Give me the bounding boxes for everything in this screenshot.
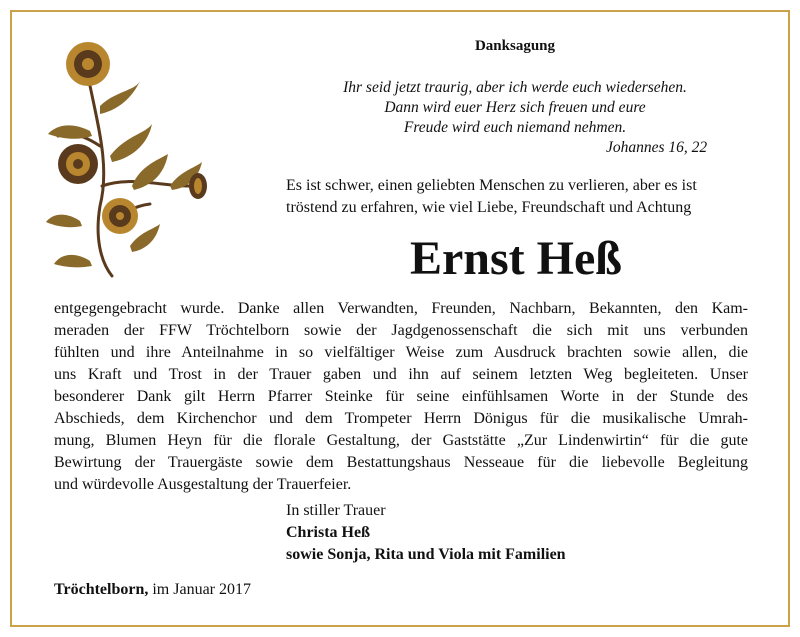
intro-text <box>286 175 746 219</box>
rose-ornament-icon <box>40 36 220 284</box>
body-line: meraden der FFW Tröchtelborn sowie der Jagdgenossenschaft die sich mit uns verbunden <box>54 322 748 339</box>
body-text <box>54 298 748 496</box>
verse-line: Dann wird euer Herz sich freuen und eure <box>384 99 646 116</box>
verse-line: Ihr seid jetzt traurig, aber ich werde euch wiedersehen. <box>343 79 687 96</box>
page-title: Danksagung <box>474 38 556 54</box>
signature-family: sowie Sonja, Rita und Viola mit Familien <box>286 546 566 563</box>
verse-reference: Johannes 16, 22 <box>606 139 708 156</box>
verse-line: Freude wird euch niemand nehmen. <box>403 119 627 136</box>
signature-name: Christa Heß <box>286 524 370 541</box>
body-line: Abschieds, dem Kirchenchor und dem Trompeter Herrn Dönigus für die musikalische Umrah- <box>54 410 748 427</box>
rose-bloom-middle <box>58 144 98 184</box>
body-line: und würdevolle Ausgestaltung der Trauerfeier. <box>54 476 352 493</box>
deceased-name: Ernst Heß <box>409 232 622 285</box>
body-line: Bewirtung der Trauergäste sowie dem Bestattungshaus Nesseaue für die liebevolle Begleitung <box>54 454 748 471</box>
body-line: mung, Blumen Heyn für die florale Gestaltung, der Gaststätte „Zur Lindenwirtin“ für die gute <box>54 432 748 449</box>
rose-bloom-top <box>66 42 110 86</box>
intro-line: tröstend zu erfahren, wie viel Liebe, Freundschaft und Achtung <box>286 199 692 216</box>
place-town: Tröchtelborn, <box>54 581 149 598</box>
rose-bud <box>189 173 207 199</box>
body-line: besonderer Dank gilt Herrn Pfarrer Steinke für seine einfühlsamen Worte in der Stunde des <box>54 388 748 405</box>
body-line: entgegengebracht wurde. Danke allen Verwandten, Freunden, Nachbarn, Bekannten, den Kam- <box>54 300 748 317</box>
place-date-text: im Januar 2017 <box>152 581 252 598</box>
intro-line: Es ist schwer, einen geliebten Menschen zu verlieren, aber es ist <box>286 177 697 194</box>
signature-block <box>286 500 566 566</box>
place-date <box>54 581 251 599</box>
body-line: fühlten und ihre Anteilnahme in so vielfältiger Weise zum Ausdruck brachten sowie allen, die <box>54 344 748 361</box>
rose-bloom-bottom <box>102 198 138 234</box>
bible-verse <box>260 78 770 156</box>
body-line: uns Kraft und Trost in der Trauer gaben und ihn auf seinem letzten Weg begleiteten. Unser <box>54 366 748 383</box>
signature-intro: In stiller Trauer <box>286 502 386 519</box>
